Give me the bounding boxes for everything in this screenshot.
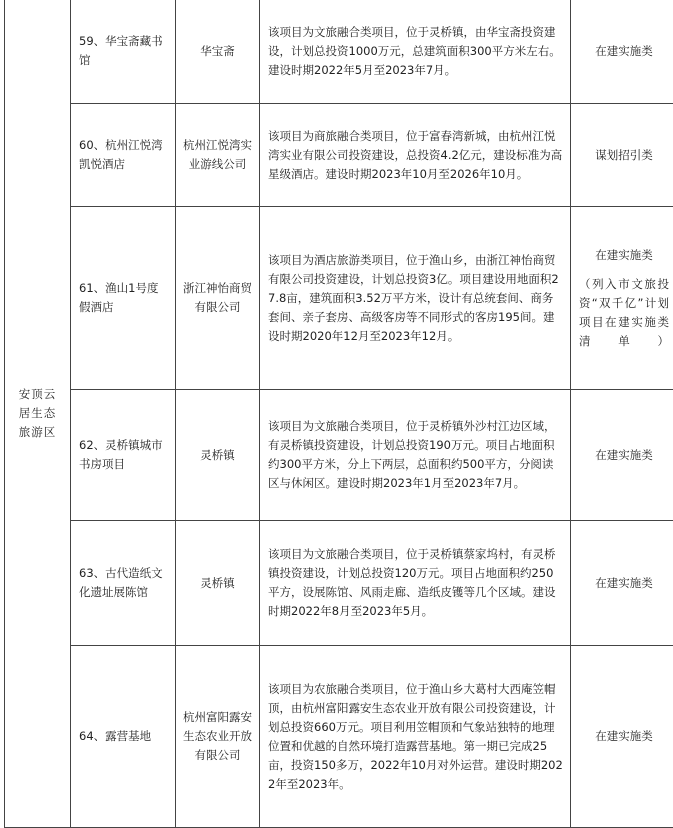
project-description: 该项目为酒店旅游类项目，位于渔山乡，由浙江神怡商贸有限公司投资建设，计划总投资3亿。项目建设用地面积27.8亩，建筑面积3.52万平方米，设计有总统套间、商务套间、亲子套房、高级客房等不同形式的客房195间。建设时期2020年12月至2023年12月。 [260,207,571,390]
table-row [5,390,673,521]
zone-cell: 安顶云居生态旅游区 [5,0,71,828]
status: 在建实施类 [571,0,673,104]
project-name: 59、华宝斋藏书馆 [71,0,176,104]
table-row [5,521,673,646]
project-description: 该项目为文旅融合类项目，位于灵桥镇外沙村江边区域，有灵桥镇投资建设，计划总投资190万元。项目占地面积约300平方米，分上下两层，总面积约500平方，分阅读区与休闲区。建设时期2023年1月至2023年7月。 [260,390,571,521]
table-row [5,104,673,207]
status: 在建实施类 [571,390,673,521]
project-name: 63、古代造纸文化遗址展陈馆 [71,521,176,646]
project-table [4,0,673,828]
project-description: 该项目为文旅融合类项目，位于灵桥镇，由华宝斋投资建设，计划总投资1000万元，总建筑面积300平方米左右。建设时期2022年5月至2023年7月。 [260,0,571,104]
investor: 浙江神怡商贸有限公司 [176,207,260,390]
project-name: 60、杭州江悦湾凯悦酒店 [71,104,176,207]
investor: 杭州江悦湾实业游线公司 [176,104,260,207]
project-description: 该项目为商旅融合类项目，位于富春湾新城，由杭州江悦湾实业有限公司投资建设，总投资4.2亿元，建设标准为高星级酒店。建设时期2023年10月至2026年10月。 [260,104,571,207]
table-row [5,0,673,104]
status-note: （列入市文旅投资“双千亿”计划项目在建实施类清单） [577,275,671,351]
project-description: 该项目为农旅融合类项目，位于渔山乡大葛村大西庵笠帽顶，由杭州富阳露安生态农业开放有限公司投资建设，计划总投资660万元。项目利用笠帽顶和气象站独特的地理位置和优越的自然环境打造露营基地。第一期已完成25亩，投资150多万，2022年10月对外运营。建设时期2022年至2023年。 [260,646,571,828]
table-row [5,646,673,828]
status: 在建实施类 [571,646,673,828]
table-row [5,207,673,390]
status: 在建实施类 [571,521,673,646]
investor: 杭州富阳露安生态农业开放有限公司 [176,646,260,828]
investor: 华宝斋 [176,0,260,104]
investor: 灵桥镇 [176,390,260,521]
project-name: 61、渔山1号度假酒店 [71,207,176,390]
status-cell [571,207,673,390]
project-name: 64、露营基地 [71,646,176,828]
status: 在建实施类 [577,246,671,265]
project-name: 62、灵桥镇城市书房项目 [71,390,176,521]
status: 谋划招引类 [571,104,673,207]
investor: 灵桥镇 [176,521,260,646]
project-description: 该项目为文旅融合类项目，位于灵桥镇蔡家坞村，有灵桥镇投资建设，计划总投资120万元。项目占地面积约250平方，设展陈馆、风雨走廊、造纸皮镬等几个区域。建设时期2022年8月至2023年5月。 [260,521,571,646]
